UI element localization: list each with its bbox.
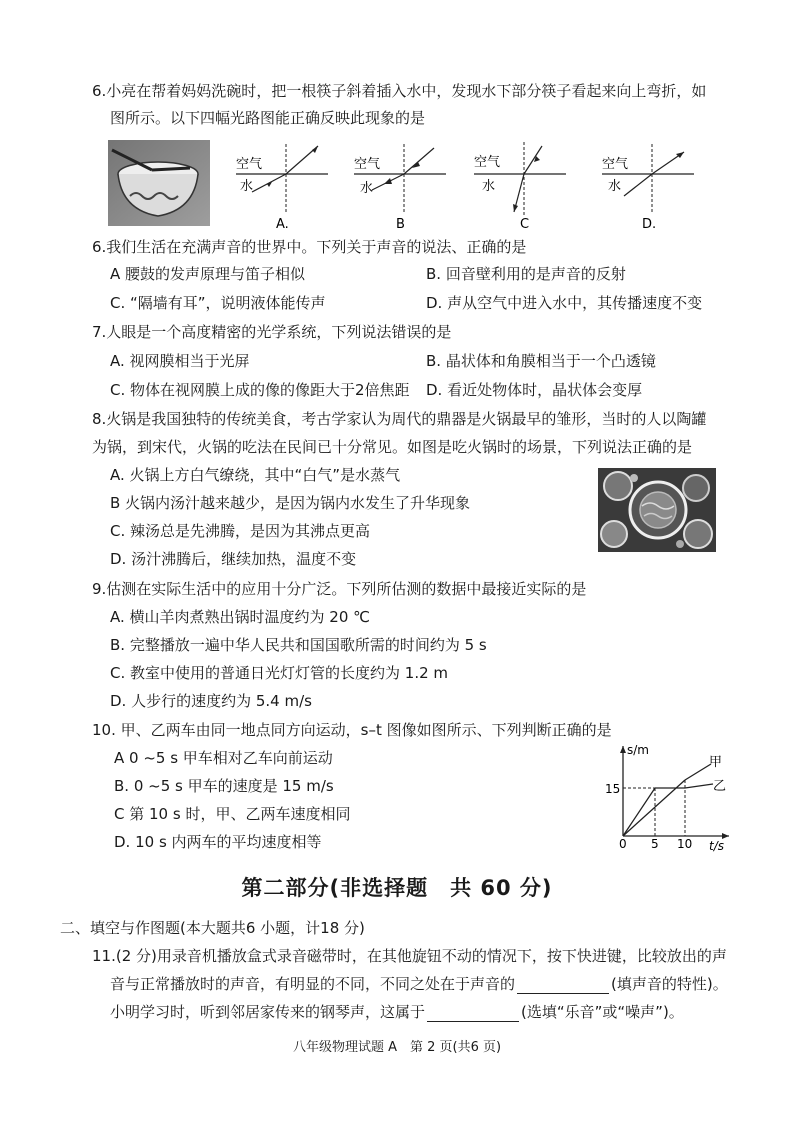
hotpot-photo: [598, 468, 716, 552]
st-graph: [605, 740, 733, 852]
graph-xtick-10: 10: [677, 837, 693, 851]
q6b-option-a: A 腰鼓的发声原理与笛子相似: [110, 265, 306, 283]
section2-title: 第二部分(非选择题 共 60 分): [241, 876, 553, 900]
q6a-line1: 6.小亮在帮着妈妈洗碗时，把一根筷子斜着插入水中，发现水下部分筷子看起来向上弯折，如: [92, 82, 707, 100]
q9-option-a: A. 横山羊肉煮熟出锅时温度约为 20 ℃: [110, 608, 371, 626]
q7-option-b: B. 晶状体和角膜相当于一个凸透镜: [426, 352, 656, 370]
q10-option-c: C 第 10 s 时，甲、乙两车速度相同: [114, 805, 351, 823]
q11-line3-text-b: (选填“乐音”或“噪声”)。: [521, 1003, 684, 1021]
q11-line3: [110, 1002, 684, 1022]
q6a-line2: 图所示。以下四幅光路图能正确反映此现象的是: [110, 109, 426, 127]
q11-blank-1[interactable]: [517, 979, 609, 994]
diagram-d-label: D.: [642, 217, 657, 232]
q10-option-b: B. 0 ~5 s 甲车的速度是 15 m/s: [114, 777, 334, 795]
graph-xtick-5: 5: [651, 837, 659, 851]
q9-option-d: D. 人步行的速度约为 5.4 m/s: [110, 692, 312, 710]
q8-option-c: C. 辣汤总是先沸腾，是因为其沸点更高: [110, 522, 371, 540]
graph-ylabel: s/m: [627, 743, 649, 757]
section2-part-heading: 二、填空与作图题(本大题共6 小题，计18 分): [60, 919, 365, 937]
page-footer: 八年级物理试题 A 第 2 页(共6 页): [292, 1040, 502, 1055]
diagram-d-water-label: 水: [608, 179, 622, 194]
q11-line1: 11.(2 分)用录音机播放盒式录音磁带时，在其他旋钮不动的情况下，按下快进键，比较放出的声: [92, 947, 727, 965]
diagram-c-label: C: [520, 217, 530, 232]
q6b-option-d: D. 声从空气中进入水中，其传播速度不变: [426, 294, 703, 312]
q8-line1: 8.火锅是我国独特的传统美食，考古学家认为周代的鼎器是火锅最早的雏形，当时的人以陶罐: [92, 410, 707, 428]
refraction-diagram-d: [598, 140, 698, 232]
bowl-photo: [108, 140, 210, 226]
q7-stem: 7.人眼是一个高度精密的光学系统，下列说法错误的是: [92, 323, 452, 341]
q6b-stem: 6.我们生活在充满声音的世界中。下列关于声音的说法、正确的是: [92, 238, 527, 256]
diagram-a-water-label: 水: [240, 179, 254, 194]
graph-label-yi: 乙: [713, 779, 727, 794]
diagram-c-air-label: 空气: [474, 155, 501, 170]
graph-xtick-0: 0: [619, 837, 627, 851]
q11-line2-text-b: (填声音的特性)。: [611, 975, 728, 993]
q8-option-a: A. 火锅上方白气缭绕，其中“白气”是水蒸气: [110, 466, 401, 484]
q11-line3-text-a: 小明学习时，听到邻居家传来的钢琴声，这属于: [110, 1003, 426, 1021]
graph-ytick-15: 15: [605, 782, 621, 796]
diagram-c-water-label: 水: [482, 179, 496, 194]
diagram-b-water-label: 水: [360, 181, 374, 196]
q11-line2-text-a: 音与正常播放时的声音，有明显的不同，不同之处在于声音的: [110, 975, 516, 993]
q7-option-d: D. 看近处物体时，晶状体会变厚: [426, 381, 643, 399]
q10-stem: 10. 甲、乙两车由同一地点同方向运动，s–t 图像如图所示、下列判断正确的是: [92, 721, 612, 739]
q8-option-d: D. 汤汁沸腾后，继续加热，温度不变: [110, 550, 357, 568]
diagram-b-air-label: 空气: [354, 157, 381, 172]
q8-option-b: B 火锅内汤汁越来越少，是因为锅内水发生了升华现象: [110, 494, 471, 512]
q7-option-c: C. 物体在视网膜上成的像的像距大于2倍焦距: [110, 381, 410, 399]
q10-option-d: D. 10 s 内两车的平均速度相等: [114, 833, 322, 851]
q7-option-a: A. 视网膜相当于光屏: [110, 352, 250, 370]
q11-blank-2[interactable]: [427, 1007, 519, 1022]
graph-label-jia: 甲: [709, 755, 723, 770]
q9-stem: 9.估测在实际生活中的应用十分广泛。下列所估测的数据中最接近实际的是: [92, 580, 587, 598]
q10-option-a: A 0 ~5 s 甲车相对乙车向前运动: [114, 749, 333, 767]
graph-xlabel: t/s: [709, 839, 724, 852]
diagram-a-label: A.: [276, 217, 289, 232]
q11-line2: [110, 974, 728, 994]
diagram-a-air-label: 空气: [236, 157, 263, 172]
q9-option-c: C. 教室中使用的普通日光灯灯管的长度约为 1.2 m: [110, 664, 449, 682]
q9-option-b: B. 完整播放一遍中华人民共和国国歌所需的时间约为 5 s: [110, 636, 487, 654]
refraction-diagram-b: [350, 140, 450, 232]
refraction-diagram-a: [232, 140, 332, 232]
diagram-d-air-label: 空气: [602, 157, 629, 172]
q6b-option-b: B. 回音壁利用的是声音的反射: [426, 265, 626, 283]
refraction-diagram-c: [470, 140, 570, 232]
q8-line2: 为锅，到宋代，火锅的吃法在民间已十分常见。如图是吃火锅时的场景，下列说法正确的是: [92, 438, 693, 456]
diagram-b-label: B: [396, 217, 405, 232]
q6b-option-c: C. “隔墙有耳”，说明液体能传声: [110, 294, 326, 312]
